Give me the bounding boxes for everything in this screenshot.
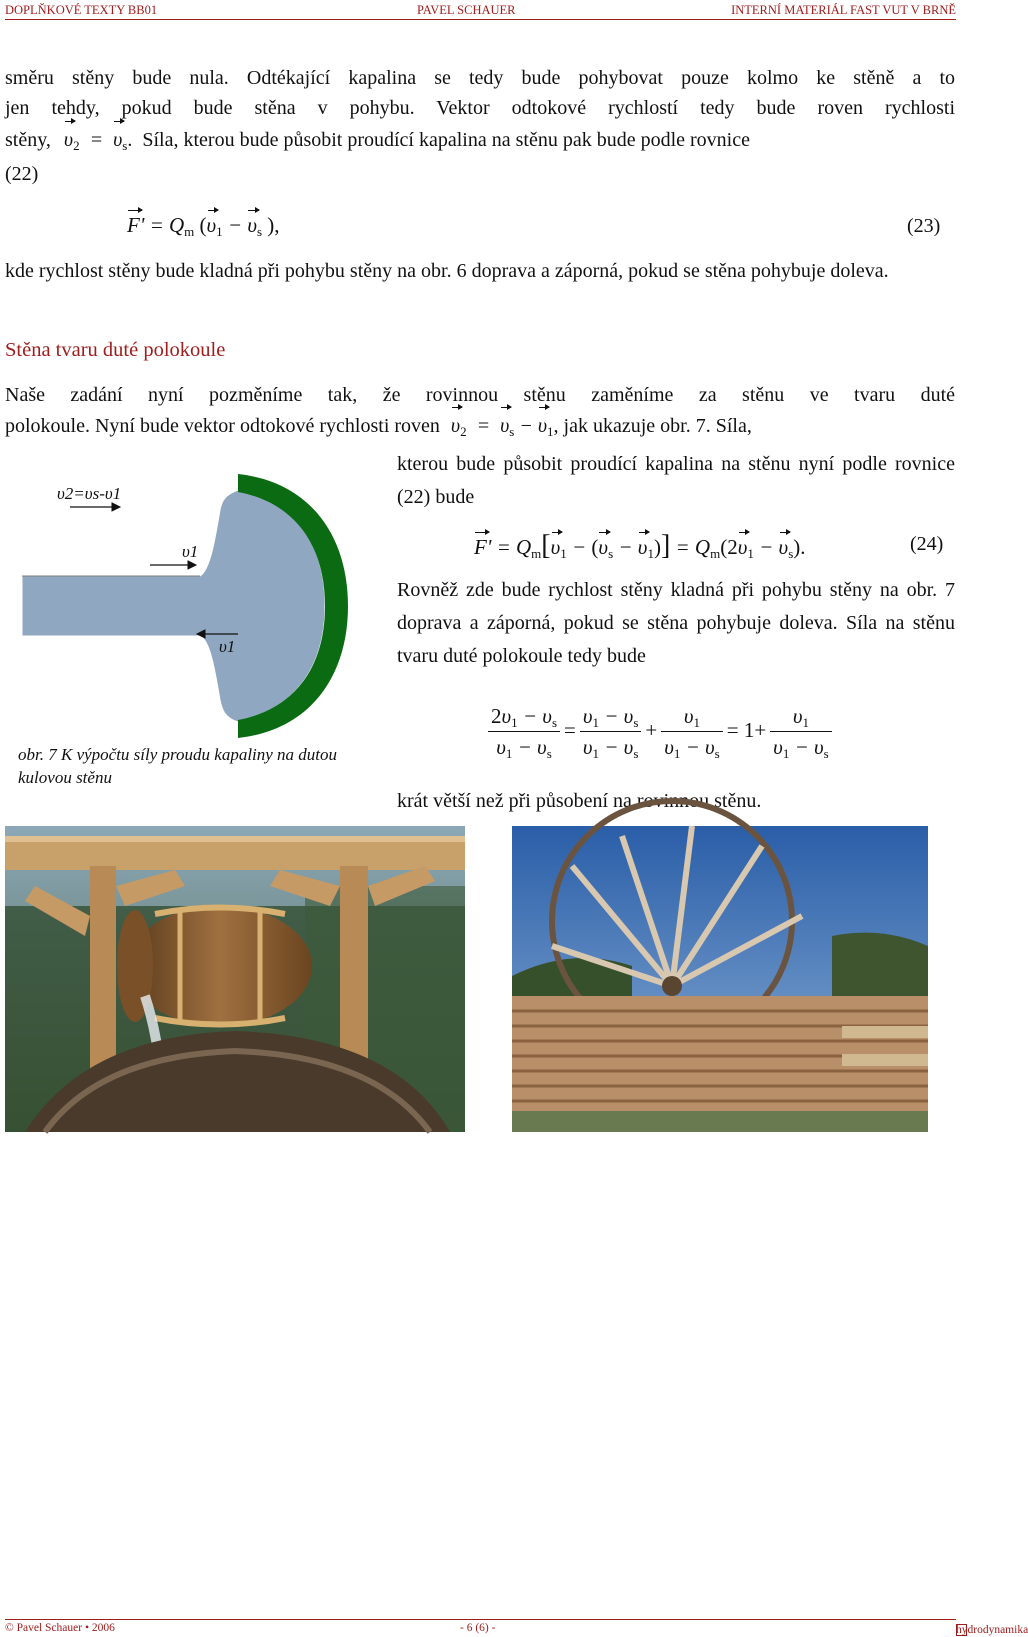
footer-left: © Pavel Schauer • 2006 <box>5 1622 115 1634</box>
section-heading: Stěna tvaru duté polokoule <box>5 339 226 361</box>
paragraph-4: kterou bude působit proudící kapalina na stěnu nyní podle rovnice (22) bude <box>397 453 955 508</box>
paragraph-1-line-3-end: Síla, kterou bude působit proudící kapalina na stěnu pak bude podle rovnice <box>142 129 750 151</box>
paragraph-1-line-3-start: stěny, <box>5 129 51 151</box>
paragraph-3-line-2-end: , jak ukazuje obr. 7. Síla, <box>553 415 752 437</box>
eq-v2-equals-vs: $\upsilon_2 = \upsilon_s$ <box>64 129 127 151</box>
equation-24-number: (24) <box>910 533 944 555</box>
equation-ratio: $\frac{2\upsilon 1 - \upsilon s}{\upsilon 1 - \upsilon s}$ = $\frac{\upsilon 1 - \upsilon s}{\upsilon 1 - \upsilon s}$ + $\frac{\upsilon 1}{\upsilon 1 - \upsilon s}$ = 1+ $\frac{\upsilon 1}{\upsilon 1 - \upsilon s}$ <box>484 704 836 760</box>
paragraph-6: krát větší než při působení na rovinnou stěnu. <box>397 790 762 812</box>
paragraph-1-line-4: (22) <box>5 163 39 185</box>
paragraph-1-line-2: jen tehdy, pokud bude stěna v pohybu. Vektor odtokové rychlostí tedy bude roven rychlosti <box>5 97 955 119</box>
label-v2-eq: υ2=υs-υ1 <box>57 484 122 503</box>
header-right: INTERNÍ MATERIÁL FAST VUT V BRNĚ <box>731 3 956 17</box>
paragraph-1-line-3: stěny, $\upsilon_2 = \upsilon_s$. Síla, kterou bude působit proudící kapalina na stěnu pak bude podle rovnice <box>5 124 960 158</box>
header-center: PAVEL SCHAUER <box>417 3 516 17</box>
page-header <box>5 3 956 20</box>
paragraph-5: Rovněž zde bude rychlost stěny kladná při pohybu stěny na obr. 7 doprava a záporná, pokud se stěna pohybuje doleva. Síla na stěnu tvaru duté polokoule tedy bude <box>397 579 955 667</box>
eq-v2-equals-vs-minus-v1: $\upsilon_2 = \upsilon_s - \upsilon_1$ <box>451 415 554 437</box>
footer-center: - 6 (6) - <box>460 1622 496 1634</box>
arrow-v1-top <box>150 561 196 569</box>
paragraph-1-line-1: směru stěny bude nula. Odtékající kapalina se tedy bude pohybovat pouze kolmo ke stěně a to <box>5 67 955 89</box>
equation-24: F' = Qm[υ1 − (υs − υ1)] = Qm(2υ1 − υs). <box>474 530 806 561</box>
paragraph-2: kde rychlost stěny bude kladná při pohybu stěny na obr. 6 doprava a záporná, pokud se stěna pohybuje doleva. <box>5 260 889 282</box>
paragraph-3-line-1: Naše zadání nyní pozměníme tak, že rovinnou stěnu zaměníme za stěnu ve tvaru duté <box>5 384 955 406</box>
equation-23-number: (23) <box>907 215 941 237</box>
footer-right-label: hydrodynamika <box>956 1624 1028 1636</box>
paragraph-3-line-2 <box>5 410 960 444</box>
equation-23: F' = Qm (υ1 − υs ), <box>127 213 280 239</box>
page-footer <box>5 1619 1028 1636</box>
paragraph-3-line-2-start: polokoule. Nyní bude vektor odtokové rychlosti roven <box>5 415 440 437</box>
header-left: DOPLŇKOVÉ TEXTY BB01 <box>5 3 158 17</box>
label-v1-top: υ1 <box>182 542 199 561</box>
figure-caption: obr. 7 K výpočtu síly proudu kapaliny na dutou kulovou stěnu <box>18 745 338 787</box>
label-v1-bottom: υ1 <box>219 637 236 656</box>
log-water-wheel-photo <box>512 826 928 1132</box>
barrel-water-wheel-photo <box>5 826 465 1132</box>
arrow-v2 <box>70 503 120 511</box>
figure-7-diagram <box>0 460 370 740</box>
